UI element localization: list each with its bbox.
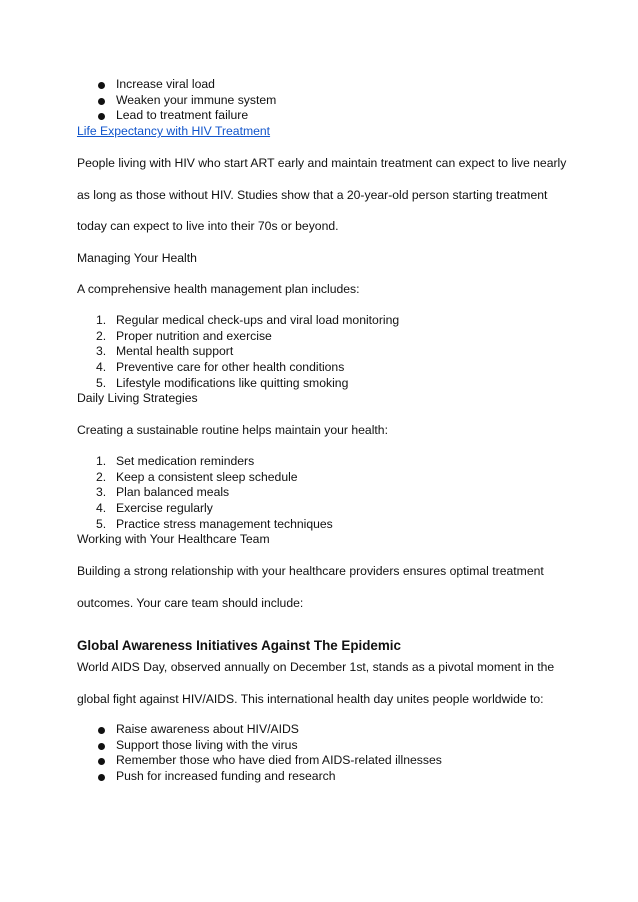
list-item: 4. Exercise regularly — [96, 501, 213, 516]
list-item: 1. Regular medical check-ups and viral load monitoring — [96, 313, 400, 327]
global-paragraph — [77, 652, 578, 715]
list-item: 1. Set medication reminders — [96, 454, 255, 468]
list-item: 4. Preventive care for other health conditions — [96, 360, 345, 375]
team-title: Working with Your Healthcare Team — [77, 532, 270, 546]
list-item: 5. Lifestyle modifications like quitting smoking — [96, 375, 349, 390]
bullet-icon — [98, 727, 105, 734]
paragraph-line: as long as those without HIV. Studies show that a 20-year-old person starting treatment — [77, 187, 548, 202]
bullet-list-risks — [77, 77, 578, 124]
daily-intro: Creating a sustainable routine helps maintain your health: — [77, 423, 388, 437]
bullet-icon — [98, 82, 105, 89]
list-item: Raise awareness about HIV/AIDS — [77, 722, 578, 738]
team-paragraph — [77, 556, 578, 619]
bullet-icon — [98, 98, 105, 105]
paragraph-line: People living with HIV who start ART early and maintain treatment can expect to live nearly — [77, 156, 567, 170]
list-item: 5. Practice stress management techniques — [96, 516, 333, 531]
global-heading: Global Awareness Initiatives Against The Epidemic — [77, 638, 401, 653]
list-item: Support those living with the virus — [77, 738, 578, 754]
list-item: Remember those who have died from AIDS-related illnesses — [77, 753, 578, 769]
bullet-icon — [98, 113, 105, 120]
managing-intro: A comprehensive health management plan includes: — [77, 282, 360, 296]
bullet-icon — [98, 758, 105, 765]
list-item: 3. Mental health support — [96, 344, 234, 359]
bullet-icon — [98, 774, 105, 781]
paragraph-line: outcomes. Your care team should include: — [77, 595, 304, 610]
list-item: Weaken your immune system — [77, 93, 578, 109]
life-expectancy-link[interactable]: Life Expectancy with HIV Treatment — [77, 124, 271, 138]
managing-title: Managing Your Health — [77, 251, 197, 265]
numbered-list-routine — [77, 454, 578, 532]
list-item: Increase viral load — [77, 77, 578, 93]
list-item: Lead to treatment failure — [77, 108, 578, 124]
paragraph-line: today can expect to live into their 70s or beyond. — [77, 219, 339, 233]
list-item: 2. Keep a consistent sleep schedule — [96, 469, 298, 484]
daily-title: Daily Living Strategies — [77, 391, 198, 405]
bullet-icon — [98, 743, 105, 750]
life-expectancy-paragraph — [77, 148, 578, 243]
list-item: 2. Proper nutrition and exercise — [96, 328, 272, 343]
list-item: Push for increased funding and research — [77, 769, 578, 785]
paragraph-line: global fight against HIV/AIDS. This international health day unites people worldwide to: — [77, 691, 544, 706]
paragraph-line: World AIDS Day, observed annually on December 1st, stands as a pivotal moment in the — [77, 660, 555, 674]
list-item: 3. Plan balanced meals — [96, 485, 230, 500]
paragraph-line: Building a strong relationship with your healthcare providers ensures optimal treatment — [77, 564, 544, 578]
bullet-list-world-aids-day — [77, 722, 578, 785]
numbered-list-health-plan — [77, 313, 578, 391]
